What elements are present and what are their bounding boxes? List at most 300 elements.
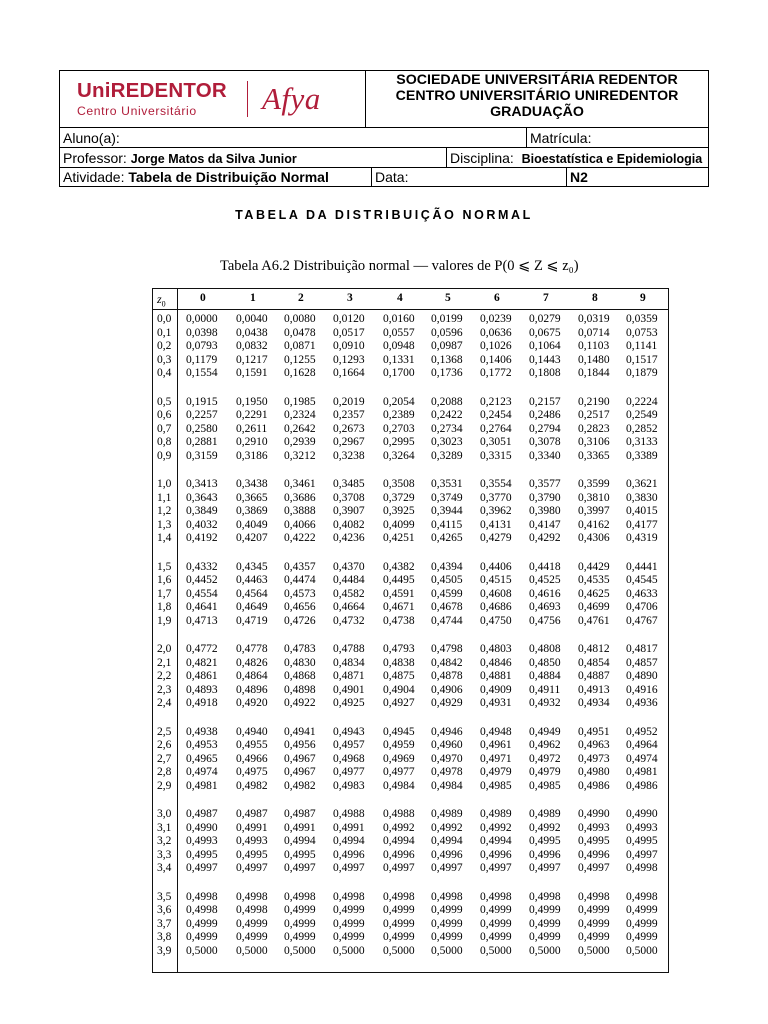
z-value: 3,6 xyxy=(157,904,172,917)
table-cell: 0,4554 xyxy=(186,587,218,600)
table-cell: 0,4922 xyxy=(284,697,316,710)
logo-sub-text: Centro Universitário xyxy=(77,104,197,118)
table-cell: 0,4998 xyxy=(480,890,512,903)
z-value: 1,5 xyxy=(157,560,172,573)
table-cell: 0,4838 xyxy=(383,656,415,669)
table-cell: 0,4803 xyxy=(480,643,512,655)
table-cell: 0,4996 xyxy=(383,848,415,861)
table-cell: 0,3315 xyxy=(480,449,512,462)
table-cell: 0,3508 xyxy=(383,478,415,490)
z-value: 1,6 xyxy=(157,574,172,587)
table-cell: 0,0000 xyxy=(186,313,218,325)
z-value: 3,1 xyxy=(157,821,172,834)
table-cell: 0,4948 xyxy=(480,725,512,738)
table-cell: 0,4484 xyxy=(333,574,365,587)
table-cell: 0,4732 xyxy=(333,614,365,627)
table-cell: 0,4207 xyxy=(236,532,268,545)
table-cell: 0,4991 xyxy=(236,821,268,834)
table-cell: 0,2549 xyxy=(626,409,658,422)
table-cell: 0,3810 xyxy=(578,491,610,504)
table-cell: 0,3962 xyxy=(480,505,512,518)
table-caption: Tabela A6.2 Distribuição normal — valores de P(0 ⩽ Z ⩽ z₀) xyxy=(220,258,579,274)
table-cell: 0,4913 xyxy=(578,683,610,696)
table-cell: 0,4793 xyxy=(383,643,415,655)
z-column-divider xyxy=(177,289,178,972)
table-cell: 0,1103 xyxy=(578,340,610,353)
table-cell: 0,0948 xyxy=(383,340,415,353)
table-cell: 0,4975 xyxy=(236,766,268,779)
table-cell: 0,4997 xyxy=(186,862,218,875)
table-cell: 0,0714 xyxy=(578,326,610,339)
table-cell: 0,5000 xyxy=(333,944,365,957)
table-cell: 0,4999 xyxy=(284,917,316,930)
table-cell: 0,4992 xyxy=(383,821,415,834)
table-cell: 0,4941 xyxy=(284,725,316,738)
atividade-row xyxy=(60,168,708,186)
table-cell: 0,3621 xyxy=(626,478,658,490)
table-cell: 0,4693 xyxy=(529,601,561,614)
table-cell: 0,0987 xyxy=(431,340,463,353)
table-cell: 0,2642 xyxy=(284,422,316,435)
table-cell: 0,4994 xyxy=(480,835,512,848)
table-cell: 0,4999 xyxy=(578,917,610,930)
table-cell: 0,4382 xyxy=(383,560,415,573)
table-cell: 0,4991 xyxy=(284,821,316,834)
atividade-label: Atividade: xyxy=(63,169,125,185)
table-cell: 0,4998 xyxy=(284,890,316,903)
table-cell: 0,4993 xyxy=(236,835,268,848)
afya-logo: Afya xyxy=(262,81,321,116)
table-cell: 0,2967 xyxy=(333,436,365,449)
table-cell: 0,0359 xyxy=(626,313,658,325)
table-cell: 0,4931 xyxy=(480,697,512,710)
table-cell: 0,2088 xyxy=(431,395,463,408)
table-cell: 0,1480 xyxy=(578,353,610,366)
table-cell: 0,4826 xyxy=(236,656,268,669)
table-cell: 0,4994 xyxy=(383,835,415,848)
table-cell: 0,4995 xyxy=(186,848,218,861)
table-cell: 0,4987 xyxy=(284,808,316,820)
table-cell: 0,4306 xyxy=(578,532,610,545)
table-cell: 0,4909 xyxy=(480,683,512,696)
professor-name: Jorge Matos da Silva Junior xyxy=(130,152,297,166)
table-cell: 0,4633 xyxy=(626,587,658,600)
table-cell: 0,0793 xyxy=(186,340,218,353)
column-header-1: 1 xyxy=(250,292,256,304)
table-cell: 0,4846 xyxy=(480,656,512,669)
table-cell: 0,3133 xyxy=(626,436,658,449)
table-cell: 0,4946 xyxy=(431,725,463,738)
table-cell: 0,3461 xyxy=(284,478,316,490)
table-cell: 0,3186 xyxy=(236,449,268,462)
table-cell: 0,3264 xyxy=(383,449,415,462)
table-cell: 0,2794 xyxy=(529,422,561,435)
table-cell: 0,2703 xyxy=(383,422,415,435)
table-cell: 0,4963 xyxy=(578,739,610,752)
table-cell: 0,4991 xyxy=(333,821,365,834)
table-cell: 0,4898 xyxy=(284,683,316,696)
table-cell: 0,0871 xyxy=(284,340,316,353)
table-cell: 0,1772 xyxy=(480,367,512,380)
table-cell: 0,4938 xyxy=(186,725,218,738)
table-cell: 0,0120 xyxy=(333,313,365,325)
z-value: 1,7 xyxy=(157,587,172,600)
table-cell: 0,1331 xyxy=(383,353,415,366)
table-cell: 0,4319 xyxy=(626,532,658,545)
header-top-row xyxy=(60,71,708,128)
table-cell: 0,4842 xyxy=(431,656,463,669)
atividade-field xyxy=(60,168,371,186)
table-cell: 0,4999 xyxy=(333,917,365,930)
z-value: 2,1 xyxy=(157,656,172,669)
table-cell: 0,4545 xyxy=(626,574,658,587)
table-cell: 0,4970 xyxy=(431,752,463,765)
table-cell: 0,3749 xyxy=(431,491,463,504)
data-field[interactable] xyxy=(371,168,566,186)
table-cell: 0,1915 xyxy=(186,395,218,408)
institution-name xyxy=(366,71,708,127)
column-header-2: 2 xyxy=(298,292,304,304)
page-title: TABELA DA DISTRIBUIÇÃO NORMAL xyxy=(235,208,533,222)
z-value: 0,5 xyxy=(157,395,172,408)
table-cell: 0,2454 xyxy=(480,409,512,422)
z-column-header xyxy=(157,292,166,308)
table-cell: 0,4966 xyxy=(236,752,268,765)
table-cell: 0,4868 xyxy=(284,670,316,683)
matricula-label: Matrícula: xyxy=(530,130,592,146)
table-cell: 0,4830 xyxy=(284,656,316,669)
table-cell: 0,3997 xyxy=(578,505,610,518)
table-cell: 0,3106 xyxy=(578,436,610,449)
z-value: 0,9 xyxy=(157,449,172,462)
table-cell: 0,1808 xyxy=(529,367,561,380)
table-cell: 0,0080 xyxy=(284,313,316,325)
table-cell: 0,3869 xyxy=(236,505,268,518)
table-cell: 0,4969 xyxy=(383,752,415,765)
table-cell: 0,4887 xyxy=(578,670,610,683)
table-cell: 0,4896 xyxy=(236,683,268,696)
z-value: 1,2 xyxy=(157,505,172,518)
table-cell: 0,4370 xyxy=(333,560,365,573)
z-value: 3,8 xyxy=(157,931,172,944)
table-cell: 0,5000 xyxy=(186,944,218,957)
table-cell: 0,4834 xyxy=(333,656,365,669)
table-cell: 0,4761 xyxy=(578,614,610,627)
table-cell: 0,4671 xyxy=(383,601,415,614)
table-cell: 0,4332 xyxy=(186,560,218,573)
table-cell: 0,3289 xyxy=(431,449,463,462)
z-value: 3,3 xyxy=(157,848,172,861)
table-cell: 0,0675 xyxy=(529,326,561,339)
table-cell: 0,3389 xyxy=(626,449,658,462)
table-cell: 0,4999 xyxy=(431,904,463,917)
table-cell: 0,4940 xyxy=(236,725,268,738)
table-cell: 0,4783 xyxy=(284,643,316,655)
table-cell: 0,4906 xyxy=(431,683,463,696)
table-cell: 0,4236 xyxy=(333,532,365,545)
table-cell: 0,1406 xyxy=(480,353,512,366)
table-cell: 0,4878 xyxy=(431,670,463,683)
table-cell: 0,4925 xyxy=(333,697,365,710)
table-cell: 0,4999 xyxy=(333,904,365,917)
table-cell: 0,3577 xyxy=(529,478,561,490)
table-cell: 0,4998 xyxy=(236,890,268,903)
table-cell: 0,4990 xyxy=(186,821,218,834)
table-cell: 0,3159 xyxy=(186,449,218,462)
table-cell: 0,4983 xyxy=(333,779,365,792)
table-cell: 0,4222 xyxy=(284,532,316,545)
table-cell: 0,4573 xyxy=(284,587,316,600)
table-cell: 0,4713 xyxy=(186,614,218,627)
table-cell: 0,4985 xyxy=(529,779,561,792)
table-cell: 0,1628 xyxy=(284,367,316,380)
table-cell: 0,4968 xyxy=(333,752,365,765)
professor-field xyxy=(60,148,446,167)
column-header-3: 3 xyxy=(347,292,353,304)
table-cell: 0,2910 xyxy=(236,436,268,449)
matricula-field[interactable] xyxy=(526,128,708,147)
table-cell: 0,2019 xyxy=(333,395,365,408)
table-cell: 0,4535 xyxy=(578,574,610,587)
table-cell: 0,4767 xyxy=(626,614,658,627)
table-cell: 0,4994 xyxy=(431,835,463,848)
table-cell: 0,4875 xyxy=(383,670,415,683)
table-cell: 0,4987 xyxy=(186,808,218,820)
table-cell: 0,4999 xyxy=(236,917,268,930)
table-cell: 0,4996 xyxy=(333,848,365,861)
uniredentor-logo xyxy=(77,80,239,118)
table-cell: 0,1293 xyxy=(333,353,365,366)
z-symbol: z xyxy=(157,292,162,306)
table-cell: 0,4292 xyxy=(529,532,561,545)
table-cell: 0,3790 xyxy=(529,491,561,504)
table-cell: 0,1141 xyxy=(626,340,658,353)
professor-row xyxy=(60,148,708,168)
table-cell: 0,4998 xyxy=(186,890,218,903)
table-cell: 0,4967 xyxy=(284,766,316,779)
table-cell: 0,3665 xyxy=(236,491,268,504)
table-cell: 0,4115 xyxy=(431,518,463,531)
table-cell: 0,4949 xyxy=(529,725,561,738)
aluno-field[interactable] xyxy=(60,128,526,147)
table-cell: 0,4995 xyxy=(626,835,658,848)
table-cell: 0,4999 xyxy=(236,931,268,944)
table-cell: 0,4996 xyxy=(431,848,463,861)
table-cell: 0,4992 xyxy=(431,821,463,834)
table-cell: 0,4929 xyxy=(431,697,463,710)
table-cell: 0,2734 xyxy=(431,422,463,435)
table-cell: 0,4525 xyxy=(529,574,561,587)
table-cell: 0,2123 xyxy=(480,395,512,408)
table-cell: 0,4986 xyxy=(578,779,610,792)
table-cell: 0,4986 xyxy=(626,779,658,792)
table-cell: 0,4984 xyxy=(383,779,415,792)
table-cell: 0,4998 xyxy=(431,890,463,903)
table-cell: 0,4999 xyxy=(480,917,512,930)
table-cell: 0,1443 xyxy=(529,353,561,366)
table-cell: 0,3365 xyxy=(578,449,610,462)
z-value: 3,9 xyxy=(157,944,172,957)
table-cell: 0,4985 xyxy=(480,779,512,792)
z-value: 2,8 xyxy=(157,766,172,779)
disciplina-label: Disciplina: xyxy=(450,150,514,166)
table-cell: 0,1950 xyxy=(236,395,268,408)
table-cell: 0,5000 xyxy=(236,944,268,957)
table-cell: 0,4999 xyxy=(186,931,218,944)
table-cell: 0,4998 xyxy=(186,904,218,917)
institution-line: SOCIEDADE UNIVERSITÁRIA REDENTOR xyxy=(396,72,678,88)
z-value: 2,9 xyxy=(157,779,172,792)
z-value: 1,0 xyxy=(157,478,172,490)
table-cell: 0,3686 xyxy=(284,491,316,504)
table-cell: 0,4945 xyxy=(383,725,415,738)
table-cell: 0,4957 xyxy=(333,739,365,752)
table-cell: 0,1179 xyxy=(186,353,218,366)
table-cell: 0,4861 xyxy=(186,670,218,683)
table-cell: 0,4993 xyxy=(186,835,218,848)
table-cell: 0,3643 xyxy=(186,491,218,504)
table-cell: 0,4999 xyxy=(529,917,561,930)
table-cell: 0,3051 xyxy=(480,436,512,449)
table-cell: 0,4992 xyxy=(529,821,561,834)
table-cell: 0,3078 xyxy=(529,436,561,449)
z-value: 2,7 xyxy=(157,752,172,765)
table-cell: 0,4997 xyxy=(236,862,268,875)
table-cell: 0,2486 xyxy=(529,409,561,422)
z-value: 3,2 xyxy=(157,835,172,848)
z-value: 0,0 xyxy=(157,313,172,325)
table-cell: 0,4999 xyxy=(284,904,316,917)
table-cell: 0,4971 xyxy=(480,752,512,765)
z-value: 0,3 xyxy=(157,353,172,366)
table-cell: 0,4995 xyxy=(578,835,610,848)
table-cell: 0,4441 xyxy=(626,560,658,573)
table-cell: 0,4049 xyxy=(236,518,268,531)
table-cell: 0,4989 xyxy=(529,808,561,820)
table-cell: 0,1064 xyxy=(529,340,561,353)
table-cell: 0,4591 xyxy=(383,587,415,600)
table-cell: 0,0636 xyxy=(480,326,512,339)
table-cell: 0,2852 xyxy=(626,422,658,435)
table-cell: 0,0398 xyxy=(186,326,218,339)
table-cell: 0,4989 xyxy=(431,808,463,820)
table-cell: 0,4997 xyxy=(284,862,316,875)
table-cell: 0,4961 xyxy=(480,739,512,752)
table-cell: 0,1736 xyxy=(431,367,463,380)
table-cell: 0,4978 xyxy=(431,766,463,779)
table-cell: 0,4918 xyxy=(186,697,218,710)
table-cell: 0,4998 xyxy=(383,890,415,903)
table-cell: 0,1026 xyxy=(480,340,512,353)
table-cell: 0,4997 xyxy=(480,862,512,875)
table-cell: 0,4951 xyxy=(578,725,610,738)
table-cell: 0,4982 xyxy=(236,779,268,792)
z-value: 2,0 xyxy=(157,643,172,655)
table-cell: 0,2054 xyxy=(383,395,415,408)
table-cell: 0,4967 xyxy=(284,752,316,765)
table-cell: 0,4452 xyxy=(186,574,218,587)
z-value: 2,2 xyxy=(157,670,172,683)
student-row xyxy=(60,128,708,148)
table-cell: 0,0910 xyxy=(333,340,365,353)
table-cell: 0,4821 xyxy=(186,656,218,669)
table-cell: 0,4962 xyxy=(529,739,561,752)
table-cell: 0,4964 xyxy=(626,739,658,752)
table-cell: 0,3770 xyxy=(480,491,512,504)
table-cell: 0,0478 xyxy=(284,326,316,339)
table-cell: 0,3925 xyxy=(383,505,415,518)
table-cell: 0,4177 xyxy=(626,518,658,531)
table-cell: 0,2291 xyxy=(236,409,268,422)
table-cell: 0,0199 xyxy=(431,313,463,325)
table-cell: 0,4999 xyxy=(626,917,658,930)
table-cell: 0,4979 xyxy=(529,766,561,779)
table-cell: 0,4582 xyxy=(333,587,365,600)
table-cell: 0,2823 xyxy=(578,422,610,435)
table-cell: 0,3485 xyxy=(333,478,365,490)
column-header-8: 8 xyxy=(592,292,598,304)
table-cell: 0,5000 xyxy=(383,944,415,957)
z-value: 1,4 xyxy=(157,532,172,545)
table-cell: 0,4750 xyxy=(480,614,512,627)
table-cell: 0,4726 xyxy=(284,614,316,627)
table-cell: 0,0517 xyxy=(333,326,365,339)
grade-label: N2 xyxy=(570,169,588,185)
table-cell: 0,3599 xyxy=(578,478,610,490)
table-cell: 0,4678 xyxy=(431,601,463,614)
table-cell: 0,4997 xyxy=(529,862,561,875)
table-cell: 0,4798 xyxy=(431,643,463,655)
table-cell: 0,4857 xyxy=(626,656,658,669)
table-cell: 0,4998 xyxy=(626,862,658,875)
table-cell: 0,3944 xyxy=(431,505,463,518)
table-cell: 0,4251 xyxy=(383,532,415,545)
table-cell: 0,3980 xyxy=(529,505,561,518)
z-value: 1,8 xyxy=(157,601,172,614)
table-cell: 0,4980 xyxy=(578,766,610,779)
table-cell: 0,1591 xyxy=(236,367,268,380)
table-cell: 0,4999 xyxy=(431,917,463,930)
table-cell: 0,4999 xyxy=(578,904,610,917)
table-cell: 0,2580 xyxy=(186,422,218,435)
table-cell: 0,4884 xyxy=(529,670,561,683)
table-cell: 0,4656 xyxy=(284,601,316,614)
table-cell: 0,3849 xyxy=(186,505,218,518)
table-cell: 0,4997 xyxy=(383,862,415,875)
table-cell: 0,4974 xyxy=(626,752,658,765)
table-cell: 0,5000 xyxy=(626,944,658,957)
table-cell: 0,1664 xyxy=(333,367,365,380)
table-cell: 0,4982 xyxy=(284,779,316,792)
table-cell: 0,4394 xyxy=(431,560,463,573)
column-header-9: 9 xyxy=(640,292,646,304)
table-cell: 0,4932 xyxy=(529,697,561,710)
table-cell: 0,5000 xyxy=(284,944,316,957)
z-value: 2,6 xyxy=(157,739,172,752)
table-cell: 0,3238 xyxy=(333,449,365,462)
table-cell: 0,4965 xyxy=(186,752,218,765)
z-value: 0,1 xyxy=(157,326,172,339)
table-cell: 0,3531 xyxy=(431,478,463,490)
table-cell: 0,4996 xyxy=(529,848,561,861)
table-cell: 0,4999 xyxy=(383,917,415,930)
table-cell: 0,4418 xyxy=(529,560,561,573)
table-cell: 0,5000 xyxy=(529,944,561,957)
table-cell: 0,4901 xyxy=(333,683,365,696)
table-cell: 0,4890 xyxy=(626,670,658,683)
table-cell: 0,2517 xyxy=(578,409,610,422)
z-value: 3,0 xyxy=(157,808,172,820)
